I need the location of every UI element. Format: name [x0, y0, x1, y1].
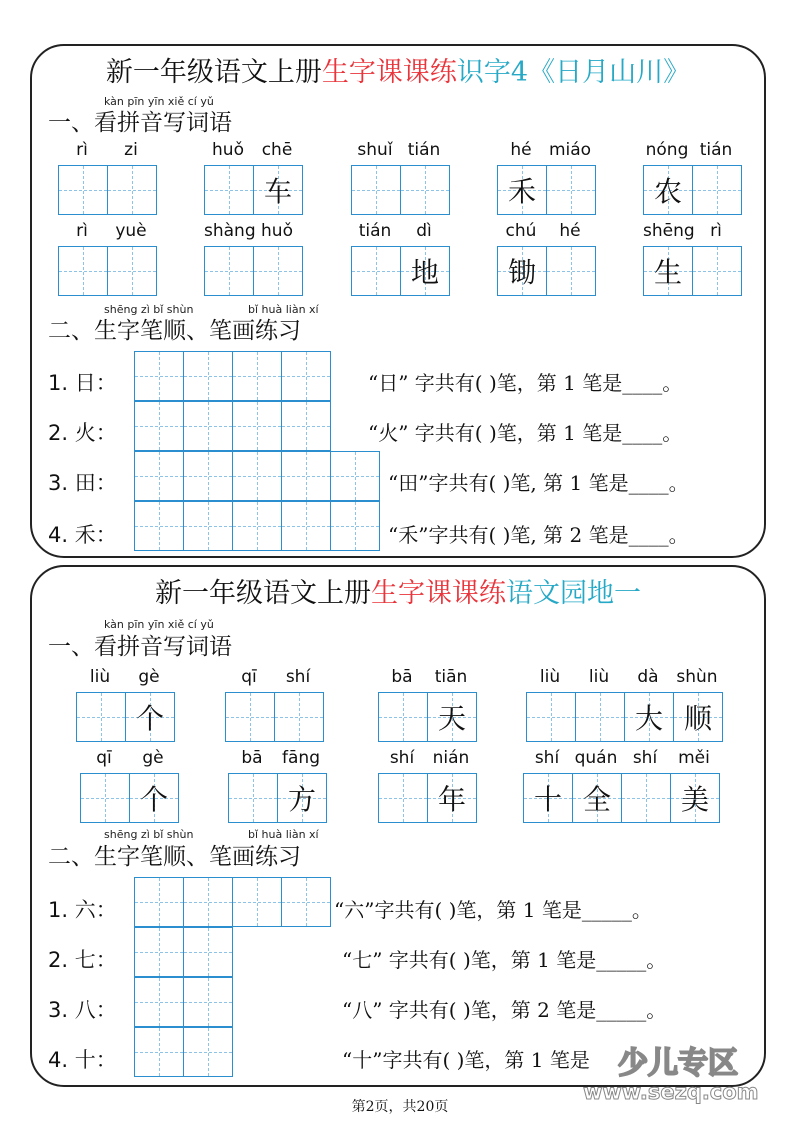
pinyin-syllable: gè [138, 667, 160, 687]
word-box[interactable] [351, 246, 450, 296]
page-number: 第2页，共20页 [351, 1099, 449, 1115]
writing-cell[interactable] [643, 165, 693, 215]
title-text: 新一年级语文上册 [155, 578, 371, 609]
stroke-question[interactable]: “日” 字共有( )笔，第 1 笔是____。 [368, 371, 683, 395]
given-character: 大 [634, 702, 663, 735]
worksheet-1 [30, 44, 766, 558]
pinyin-syllable: bā [391, 667, 413, 687]
writing-cell[interactable] [253, 246, 303, 296]
given-character [576, 693, 624, 741]
pinyin-syllable: shàng [204, 221, 256, 241]
section-heading: 二、生字笔顺、笔画练习 [48, 318, 301, 344]
writing-cell[interactable] [400, 165, 450, 215]
word-box[interactable] [204, 246, 303, 296]
heading-pinyin: kàn pīn yīn xiě cí yǔ [104, 618, 214, 631]
watermark-logo: 少儿专区 [618, 1046, 738, 1081]
word-box[interactable] [526, 692, 723, 742]
writing-cell[interactable] [400, 246, 450, 296]
given-character: 地 [410, 256, 439, 289]
pinyin-syllable: měi [678, 748, 710, 768]
stroke-item-label: 4. 十： [48, 1048, 117, 1072]
lesson-name: 识字4《日月山川》 [456, 57, 691, 88]
given-character: 车 [263, 175, 292, 208]
given-character [622, 774, 670, 822]
stroke-item-label: 2. 火： [48, 421, 117, 445]
given-character [352, 247, 400, 295]
given-character [275, 693, 323, 741]
pinyin-syllable: huǒ [212, 140, 244, 160]
writing-cell[interactable] [107, 246, 157, 296]
given-character [59, 247, 107, 295]
word-box[interactable] [523, 773, 720, 823]
writing-cell[interactable] [204, 246, 254, 296]
given-character [205, 247, 253, 295]
pinyin-syllable: tián [407, 140, 441, 160]
title-highlight: 生字课课练 [321, 57, 457, 88]
writing-cell[interactable] [125, 692, 175, 742]
word-box[interactable] [76, 692, 175, 742]
heading-pinyin-right: bǐ huà liàn xí [248, 828, 319, 841]
given-character: 农 [653, 175, 682, 208]
pinyin-syllable: hé [559, 221, 581, 241]
pinyin-syllable: nián [432, 748, 470, 768]
writing-cell[interactable] [274, 692, 324, 742]
heading-pinyin-left: shēng zì bǐ shùn [104, 303, 194, 316]
writing-cell[interactable] [378, 692, 428, 742]
pinyin-syllable: miáo [548, 140, 592, 160]
given-character [59, 166, 107, 214]
stroke-item-label: 2. 七： [48, 948, 117, 972]
pinyin-syllable: tián [358, 221, 392, 241]
word-box[interactable] [351, 165, 450, 215]
title-highlight: 生字课课练 [371, 578, 506, 609]
given-character [108, 166, 156, 214]
given-character [229, 774, 277, 822]
given-character: 锄 [507, 256, 536, 289]
given-character [205, 166, 253, 214]
word-box[interactable] [643, 246, 742, 296]
writing-cell[interactable] [692, 165, 742, 215]
pinyin-syllable: yuè [115, 221, 147, 241]
heading-pinyin: kàn pīn yīn xiě cí yǔ [104, 95, 214, 108]
word-box[interactable] [378, 692, 477, 742]
title-text: 新一年级语文上册 [105, 57, 322, 88]
pinyin-syllable: chú [505, 221, 537, 241]
stroke-question[interactable]: “七” 字共有( )笔，第 1 笔是_____。 [342, 948, 667, 972]
writing-cell[interactable] [546, 246, 596, 296]
writing-cell[interactable] [670, 773, 720, 823]
writing-cell[interactable] [351, 165, 401, 215]
word-box[interactable] [497, 246, 596, 296]
given-character: 全 [582, 783, 611, 816]
writing-cell[interactable] [526, 692, 576, 742]
given-character [401, 166, 449, 214]
given-character: 个 [135, 702, 164, 735]
worksheet-title [32, 56, 764, 90]
pinyin-syllable: tiān [434, 667, 468, 687]
given-character: 禾 [507, 175, 536, 208]
writing-cell[interactable] [427, 692, 477, 742]
pinyin-syllable: rì [76, 140, 88, 160]
pinyin-syllable: fāng [282, 748, 320, 768]
given-character: 天 [437, 702, 466, 735]
pinyin-syllable: zi [124, 140, 138, 160]
word-box[interactable] [58, 246, 157, 296]
given-character [379, 693, 427, 741]
pinyin-syllable: quán [574, 748, 618, 768]
lesson-name: 语文园地一 [506, 578, 641, 609]
stroke-item-label: 3. 田： [48, 471, 117, 495]
stroke-practice-grid[interactable] [134, 351, 380, 551]
given-character [693, 247, 741, 295]
given-character: 生 [653, 256, 682, 289]
writing-cell[interactable] [351, 246, 401, 296]
given-character [77, 693, 125, 741]
stroke-question[interactable]: “禾”字共有( )笔, 第 2 笔是____。 [388, 523, 689, 547]
writing-cell[interactable] [107, 165, 157, 215]
pinyin-syllable: huǒ [261, 221, 293, 241]
pinyin-syllable: gè [142, 748, 164, 768]
pinyin-syllable: bā [241, 748, 263, 768]
writing-cell[interactable] [546, 165, 596, 215]
writing-cell[interactable] [204, 165, 254, 215]
given-character [693, 166, 741, 214]
pinyin-syllable: nóng [645, 140, 689, 160]
given-character [254, 247, 302, 295]
pinyin-syllable: shí [389, 748, 415, 768]
pinyin-syllable: shuǐ [357, 140, 393, 160]
stroke-question[interactable]: “八” 字共有( )笔，第 2 笔是_____。 [342, 998, 667, 1022]
writing-cell[interactable] [575, 692, 625, 742]
writing-cell[interactable] [497, 246, 547, 296]
word-box[interactable] [204, 165, 303, 215]
stroke-item-label: 3. 八： [48, 998, 117, 1022]
given-character: 年 [437, 783, 466, 816]
given-character: 十 [533, 783, 562, 816]
given-character [547, 247, 595, 295]
writing-cell[interactable] [76, 692, 126, 742]
given-character [226, 693, 274, 741]
stroke-item-label: 1. 六： [48, 898, 117, 922]
writing-cell[interactable] [253, 165, 303, 215]
worksheet-2 [30, 565, 766, 1087]
pinyin-syllable: shēng [643, 221, 695, 241]
given-character: 美 [680, 783, 709, 816]
stroke-question[interactable]: “六”字共有( )笔，第 1 笔是_____。 [334, 898, 652, 922]
heading-pinyin-left: shēng zì bǐ shùn [104, 828, 194, 841]
given-character [108, 247, 156, 295]
writing-cell[interactable] [378, 773, 428, 823]
pinyin-syllable: rì [710, 221, 722, 241]
pinyin-syllable: shùn [676, 667, 718, 687]
writing-cell[interactable] [80, 773, 130, 823]
word-box[interactable] [497, 165, 596, 215]
pinyin-syllable: dà [637, 667, 659, 687]
word-box[interactable] [643, 165, 742, 215]
writing-cell[interactable] [497, 165, 547, 215]
worksheet-title [32, 577, 764, 611]
pinyin-syllable: tián [699, 140, 733, 160]
stroke-item-label: 1. 日： [48, 371, 117, 395]
writing-cell[interactable] [58, 246, 108, 296]
stroke-question[interactable]: “火” 字共有( )笔，第 1 笔是____。 [368, 421, 683, 445]
writing-cell[interactable] [523, 773, 573, 823]
given-character [352, 166, 400, 214]
section-heading: 一、看拼音写词语 [48, 110, 232, 136]
pinyin-syllable: shí [534, 748, 560, 768]
heading-pinyin-right: bǐ huà liàn xí [248, 303, 319, 316]
pinyin-syllable: liù [89, 667, 111, 687]
given-character [379, 774, 427, 822]
given-character [81, 774, 129, 822]
writing-cell[interactable] [277, 773, 327, 823]
pinyin-syllable: liù [588, 667, 610, 687]
watermark-url: www.sezq.com [583, 1080, 759, 1104]
given-character: 方 [287, 783, 316, 816]
pinyin-syllable: hé [510, 140, 532, 160]
pinyin-syllable: liù [539, 667, 561, 687]
writing-cell[interactable] [572, 773, 622, 823]
given-character: 个 [139, 783, 168, 816]
stroke-question[interactable]: “十”字共有( )笔，第 1 笔是 [342, 1048, 590, 1072]
given-character [527, 693, 575, 741]
writing-cell[interactable] [673, 692, 723, 742]
writing-cell[interactable] [621, 773, 671, 823]
given-character: 顺 [683, 702, 712, 735]
pinyin-syllable: shí [285, 667, 311, 687]
given-character [547, 166, 595, 214]
writing-cell[interactable] [692, 246, 742, 296]
writing-cell[interactable] [225, 692, 275, 742]
pinyin-syllable: chē [261, 140, 293, 160]
word-box[interactable] [80, 773, 179, 823]
pinyin-syllable: dì [416, 221, 432, 241]
stroke-question[interactable]: “田”字共有( )笔, 第 1 笔是____。 [388, 471, 689, 495]
writing-cell[interactable] [643, 246, 693, 296]
section-heading: 一、看拼音写词语 [48, 634, 232, 660]
stroke-item-label: 4. 禾： [48, 523, 117, 547]
writing-cell[interactable] [427, 773, 477, 823]
writing-cell[interactable] [58, 165, 108, 215]
word-box[interactable] [58, 165, 157, 215]
pinyin-syllable: rì [76, 221, 88, 241]
pinyin-syllable: qī [96, 748, 112, 768]
word-box[interactable] [228, 773, 327, 823]
pinyin-syllable: qī [241, 667, 257, 687]
stroke-practice-grid[interactable] [134, 877, 331, 1077]
word-box[interactable] [225, 692, 324, 742]
section-heading: 二、生字笔顺、笔画练习 [48, 844, 301, 870]
writing-cell[interactable] [129, 773, 179, 823]
writing-cell[interactable] [228, 773, 278, 823]
pinyin-syllable: shí [632, 748, 658, 768]
word-box[interactable] [378, 773, 477, 823]
writing-cell[interactable] [624, 692, 674, 742]
